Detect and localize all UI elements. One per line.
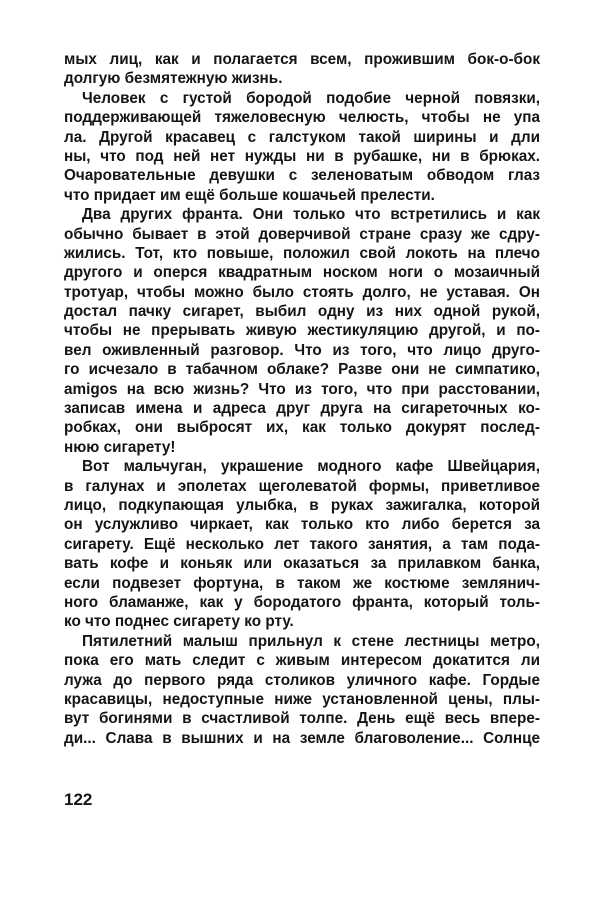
text-line: другого и оперся квадратным носком ноги о мозаичный: [64, 264, 540, 282]
text-line: обычно бывает в этой доверчивой стране сразу же сдру-: [64, 225, 540, 243]
text-line: ди... Слава в вышних и на земле благоволение... Солнце: [64, 729, 540, 747]
text-line: пока его мать следит с живым интересом докатится ли: [64, 652, 540, 670]
paragraph: [64, 205, 540, 457]
text-line: в галунах и эполетах щеголеватой формы, приветливое: [64, 477, 540, 495]
text-line: тротуар, чтобы можно было стоять долго, не уставая. Он: [64, 283, 540, 301]
text-line: Вот мальчуган, украшение модного кафе Швейцария,: [82, 458, 540, 476]
text-line: мых лиц, как и полагается всем, прожившим бок-о-бок: [64, 51, 540, 68]
text-line: Два других франта. Они только что встретились и как: [82, 206, 540, 224]
text-line: записав имена и адреса друг друга на сигареточных ко-: [64, 400, 540, 418]
text-line: вут богинями в счастливой толпе. День ещё весь впере-: [64, 710, 540, 728]
text-line: го исчезало в табачном облаке? Разве они не симпатико,: [64, 361, 540, 379]
text-line: нюю сигарету!: [64, 438, 176, 456]
page-number: 122: [64, 790, 93, 809]
text-line: сигарету. Ещё несколько лет такого занятия, а там пода-: [64, 535, 540, 553]
text-line: ны, что под ней нет нужды ни в рубашке, ни в брюках.: [64, 147, 540, 165]
text-line: если подвезет фортуна, в таком же костюме землянич-: [64, 574, 540, 592]
text-line: amigos на всю жизнь? Что из того, что при расстовании,: [64, 380, 540, 398]
text-line: жились. Тот, кто повыше, положил свой локоть на плечо: [64, 244, 540, 262]
text-line: поддерживающей тяжеловесную челюсть, чтобы не упа: [64, 109, 540, 127]
text-line: Пятилетний малыш прильнул к стене лестницы метро,: [82, 632, 540, 650]
text-line: долгую безмятежную жизнь.: [64, 70, 283, 88]
text-line: достал пачку сигарет, выбил одну из них одной рукой,: [64, 303, 540, 321]
page-text: [64, 50, 540, 748]
text-line: ла. Другой красавец с галстуком такой ширины и дли: [64, 128, 540, 146]
text-line: Человек с густой бородой подобие черной повязки,: [82, 89, 540, 107]
text-line: вел оживленный разговор. Что из того, что лицо друго-: [64, 341, 540, 359]
paragraph: [64, 457, 540, 632]
paragraph: [64, 632, 540, 748]
text-line: что придает им ещё больше кошачьей прелести.: [64, 186, 435, 204]
text-line: лицо, подкупающая улыбка, в руках зажигалка, которой: [64, 496, 540, 514]
text-line: вать кофе и коньяк или оказаться за прилавком банка,: [64, 555, 540, 573]
paragraph: [64, 50, 540, 89]
text-line: лужа до первого ряда столиков уличного кафе. Гордые: [64, 671, 540, 689]
text-line: ного бламанже, как у бородатого франта, который толь-: [64, 593, 540, 611]
text-line: красавицы, недоступные ниже установленной цены, плы-: [64, 690, 540, 708]
paragraph: [64, 89, 540, 205]
text-line: Очаровательные девушки с зеленоватым обводом глаз: [64, 167, 540, 185]
text-line: робках, они выбросят их, как только докурят послед-: [64, 419, 540, 437]
text-line: чтобы не прерывать живую жестикуляцию другой, и по-: [64, 322, 540, 340]
text-line: ко что поднес сигарету ко рту.: [64, 613, 294, 631]
text-line: он услужливо чиркает, как только кто либо берется за: [64, 516, 540, 534]
